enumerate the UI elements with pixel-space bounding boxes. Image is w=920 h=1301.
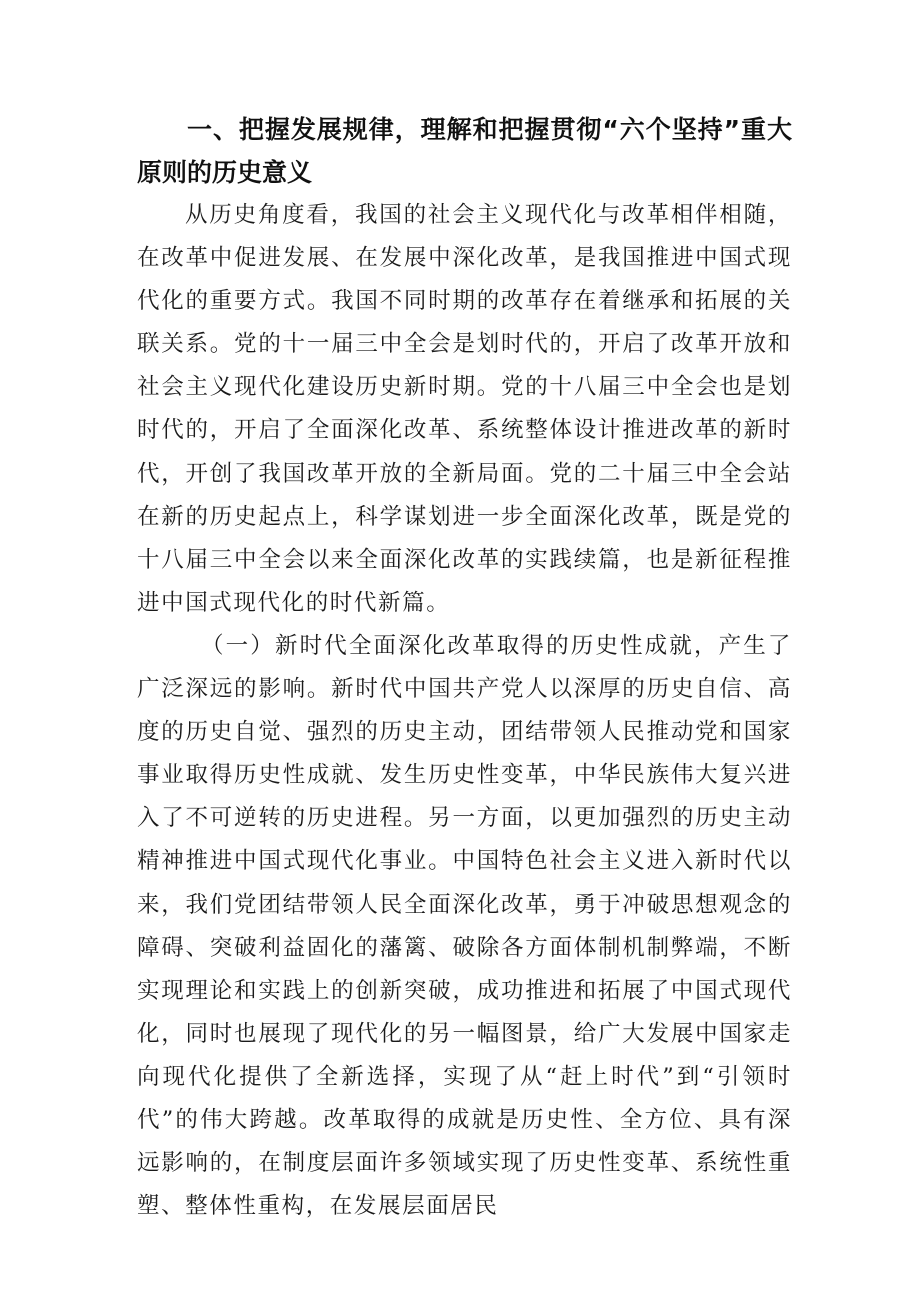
section-heading: 一、把握发展规律，理解和把握贯彻“六个坚持”重大原则的历史意义	[137, 115, 792, 187]
document-body	[137, 108, 792, 1228]
paragraph-historical-perspective: 从历史角度看，我国的社会主义现代化与改革相伴相随，在改革中促进发展、在发展中深化改革，是我国推进中国式现代化的重要方式。我国不同时期的改革存在着继承和拓展的关联关系。党的十一届三中全会是划时代的，开启了改革开放和社会主义现代化建设历史新时期。党的十八届三中全会也是划时代的，开启了全面深化改革、系统整体设计推进改革的新时代，开创了我国改革开放的全新局面。党的二十届三中全会站在新的历史起点上，科学谋划进一步全面深化改革，既是党的十八届三中全会以来全面深化改革的实践续篇，也是新征程推进中国式现代化的时代新篇。	[137, 202, 792, 616]
paragraph-subsection-one: （一）新时代全面深化改革取得的历史性成就，产生了广泛深远的影响。新时代中国共产党人以深厚的历史自信、高度的历史自觉、强烈的历史主动，团结带领人民推动党和国家事业取得历史性成就、发生历史性变革，中华民族伟大复兴进入了不可逆转的历史进程。另一方面，以更加强烈的历史主动精神推进中国式现代化事业。中国特色社会主义进入新时代以来，我们党团结带领人民全面深化改革，勇于冲破思想观念的障碍、突破利益固化的藩篱、破除各方面体制机制弊端，不断实现理论和实践上的创新突破，成功推进和拓展了中国式现代化，同时也展现了现代化的另一幅图景，给广大发展中国家走向现代化提供了全新选择，实现了从“赶上时代”到“引领时代”的伟大跨越。改革取得的成就是历史性、全方位、具有深远影响的，在制度层面许多领域实现了历史性变革、系统性重塑、整体性重构，在发展层面居民	[137, 632, 792, 1220]
